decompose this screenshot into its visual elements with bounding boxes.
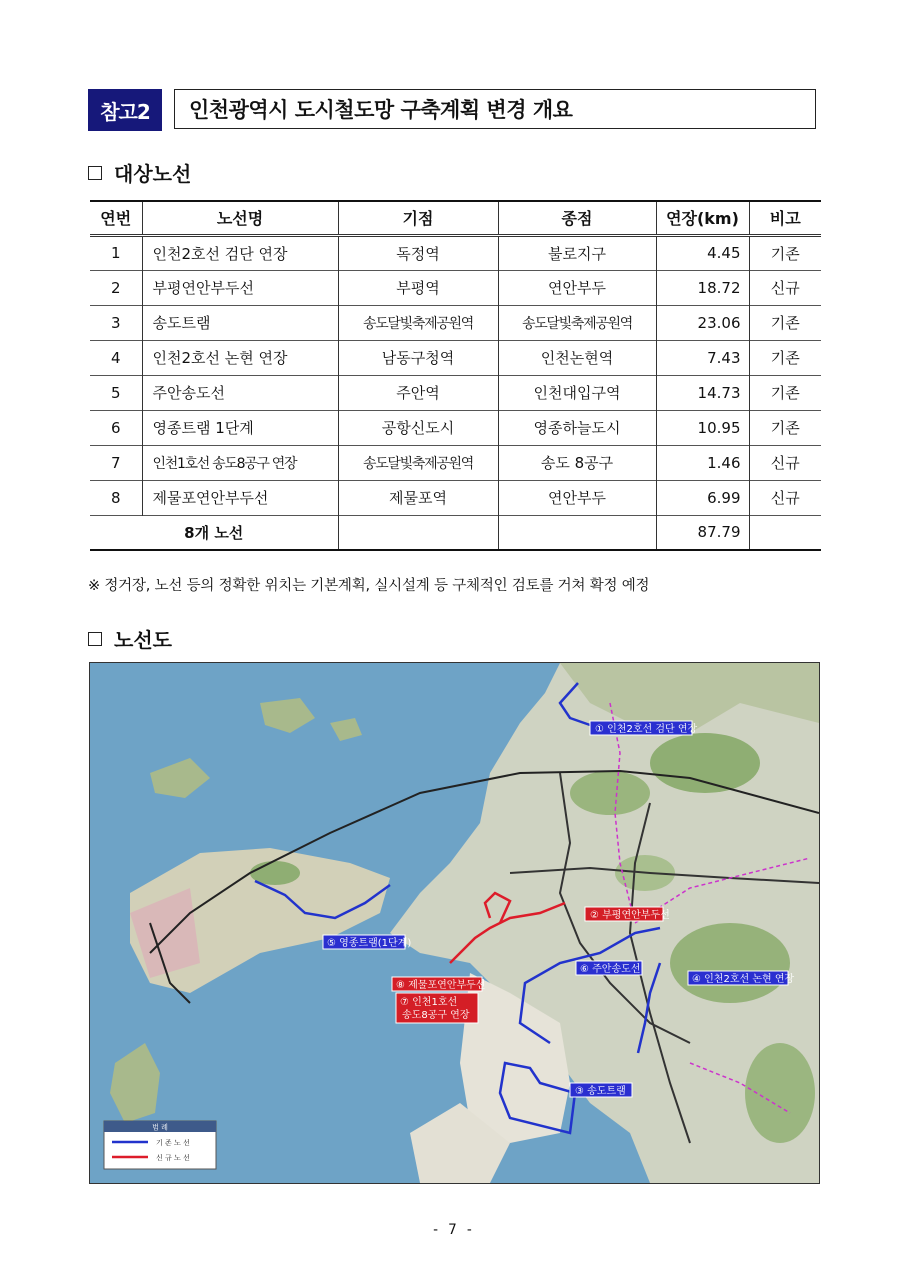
page-title: 인천광역시 도시철도망 구축계획 변경 개요 xyxy=(174,89,816,129)
hill xyxy=(570,771,650,815)
cell-length: 18.72 xyxy=(656,270,749,305)
table-row xyxy=(90,445,821,480)
col-header-no: 연번 xyxy=(90,201,142,235)
checkbox-square-icon xyxy=(88,166,102,180)
label-route-1 xyxy=(590,721,697,735)
footnote: ※ 정거장, 노선 등의 정확한 위치는 기본계획, 실시설계 등 구체적인 검토를 거쳐 확정 예정 xyxy=(88,578,650,594)
svg-text:⑦ 인천1호선: ⑦ 인천1호선 xyxy=(400,997,458,1008)
cell-name: 제물포연안부두선 xyxy=(142,480,338,515)
col-header-length: 연장(km) xyxy=(656,201,749,235)
empty-cell xyxy=(498,515,656,550)
svg-text:⑤ 영종트램(1단계): ⑤ 영종트램(1단계) xyxy=(327,938,412,949)
cell-no: 8 xyxy=(90,480,142,515)
svg-text:⑥ 주안송도선: ⑥ 주안송도선 xyxy=(580,964,641,975)
label-route-7 xyxy=(396,993,478,1023)
table-header-row xyxy=(90,201,821,235)
col-header-end: 종점 xyxy=(498,201,656,235)
cell-note: 신규 xyxy=(770,279,800,297)
cell-length: 23.06 xyxy=(656,305,749,340)
cell-note: 기존 xyxy=(770,384,800,402)
cell-start: 남동구청역 xyxy=(338,340,498,375)
cell-name: 송도트램 xyxy=(142,305,338,340)
table-row xyxy=(90,235,821,270)
section-title: 대상노선 xyxy=(114,162,192,186)
cell-length: 7.43 xyxy=(656,340,749,375)
cell-end: 송도달빛축제공원역 xyxy=(498,305,656,340)
svg-text:① 인천2호선 검단 연장: ① 인천2호선 검단 연장 xyxy=(595,724,698,735)
route-map xyxy=(89,662,820,1184)
table-row xyxy=(90,270,821,305)
cell-no: 5 xyxy=(90,375,142,410)
cell-no: 7 xyxy=(90,445,142,480)
cell-end: 불로지구 xyxy=(498,235,656,270)
cell-note: 기존 xyxy=(770,314,800,332)
table-row xyxy=(90,410,821,445)
cell-note: 기존 xyxy=(770,244,800,263)
cell-start: 송도달빛축제공원역 xyxy=(338,305,498,340)
cell-name: 인천2호선 논현 연장 xyxy=(142,340,338,375)
total-label: 8개 노선 xyxy=(90,515,338,550)
cell-no: 4 xyxy=(90,340,142,375)
cell-end: 인천논현역 xyxy=(498,340,656,375)
total-length: 87.79 xyxy=(656,515,749,550)
cell-start: 독정역 xyxy=(338,235,498,270)
cell-start: 제물포역 xyxy=(338,480,498,515)
label-route-5 xyxy=(323,935,411,949)
cell-name: 부평연안부두선 xyxy=(142,270,338,305)
svg-text:⑧ 제물포연안부두선: ⑧ 제물포연안부두선 xyxy=(396,980,486,991)
cell-length: 6.99 xyxy=(656,480,749,515)
cell-length: 1.46 xyxy=(656,445,749,480)
cell-length: 4.45 xyxy=(656,235,749,270)
cell-note: 신규 xyxy=(770,454,800,472)
cell-note: 기존 xyxy=(770,419,800,437)
cell-start: 송도달빛축제공원역 xyxy=(338,445,498,480)
label-route-6 xyxy=(576,961,642,975)
cell-no: 3 xyxy=(90,305,142,340)
label-route-3 xyxy=(570,1083,632,1097)
table-row xyxy=(90,480,821,515)
cell-no: 6 xyxy=(90,410,142,445)
table-row xyxy=(90,340,821,375)
legend-new-label: 신 규 노 선 xyxy=(156,1154,190,1162)
legend-existing-label: 기 존 노 선 xyxy=(156,1139,190,1147)
cell-no: 1 xyxy=(90,235,142,270)
cell-end: 연안부두 xyxy=(498,480,656,515)
cell-length: 14.73 xyxy=(656,375,749,410)
table-row xyxy=(90,305,821,340)
header-tag: 참고2 xyxy=(88,89,162,131)
cell-name: 인천2호선 검단 연장 xyxy=(142,235,338,270)
section-heading-map xyxy=(88,624,172,653)
label-route-8 xyxy=(392,977,485,991)
table-row xyxy=(90,375,821,410)
cell-end: 연안부두 xyxy=(498,270,656,305)
empty-cell xyxy=(338,515,498,550)
cell-note: 신규 xyxy=(770,489,800,507)
checkbox-square-icon xyxy=(88,632,102,646)
cell-start: 부평역 xyxy=(338,270,498,305)
cell-end: 인천대입구역 xyxy=(498,375,656,410)
cell-length: 10.95 xyxy=(656,410,749,445)
cell-name: 주안송도선 xyxy=(142,375,338,410)
cell-start: 공항신도시 xyxy=(338,410,498,445)
svg-text:③ 송도트램: ③ 송도트램 xyxy=(575,1086,626,1097)
cell-start: 주안역 xyxy=(338,375,498,410)
page-number: - 7 - xyxy=(431,1222,474,1238)
cell-name: 영종트램 1단계 xyxy=(142,410,338,445)
hill xyxy=(650,733,760,793)
col-header-name: 노선명 xyxy=(142,201,338,235)
svg-text:② 부평연안부두선: ② 부평연안부두선 xyxy=(590,910,670,921)
col-header-start: 기점 xyxy=(338,201,498,235)
map-legend xyxy=(104,1121,216,1169)
legend-title: 범 례 xyxy=(152,1123,168,1132)
cell-end: 영종하늘도시 xyxy=(498,410,656,445)
cell-note: 기존 xyxy=(770,349,800,367)
empty-cell xyxy=(749,515,821,550)
cell-name: 인천1호선 송도8공구 연장 xyxy=(142,445,338,480)
routes-table xyxy=(90,200,821,551)
table-total-row xyxy=(90,515,821,550)
svg-text:송도8공구 연장: 송도8공구 연장 xyxy=(402,1010,470,1021)
route-map-svg xyxy=(90,663,819,1183)
section-title: 노선도 xyxy=(114,628,172,652)
cell-end: 송도 8공구 xyxy=(498,445,656,480)
label-route-2 xyxy=(585,907,670,921)
label-route-4 xyxy=(688,971,794,985)
section-heading-routes xyxy=(88,158,191,187)
col-header-note: 비고 xyxy=(769,209,801,229)
hill xyxy=(670,923,790,1003)
cell-no: 2 xyxy=(90,270,142,305)
svg-text:④ 인천2호선 논현 연장: ④ 인천2호선 논현 연장 xyxy=(692,974,795,985)
